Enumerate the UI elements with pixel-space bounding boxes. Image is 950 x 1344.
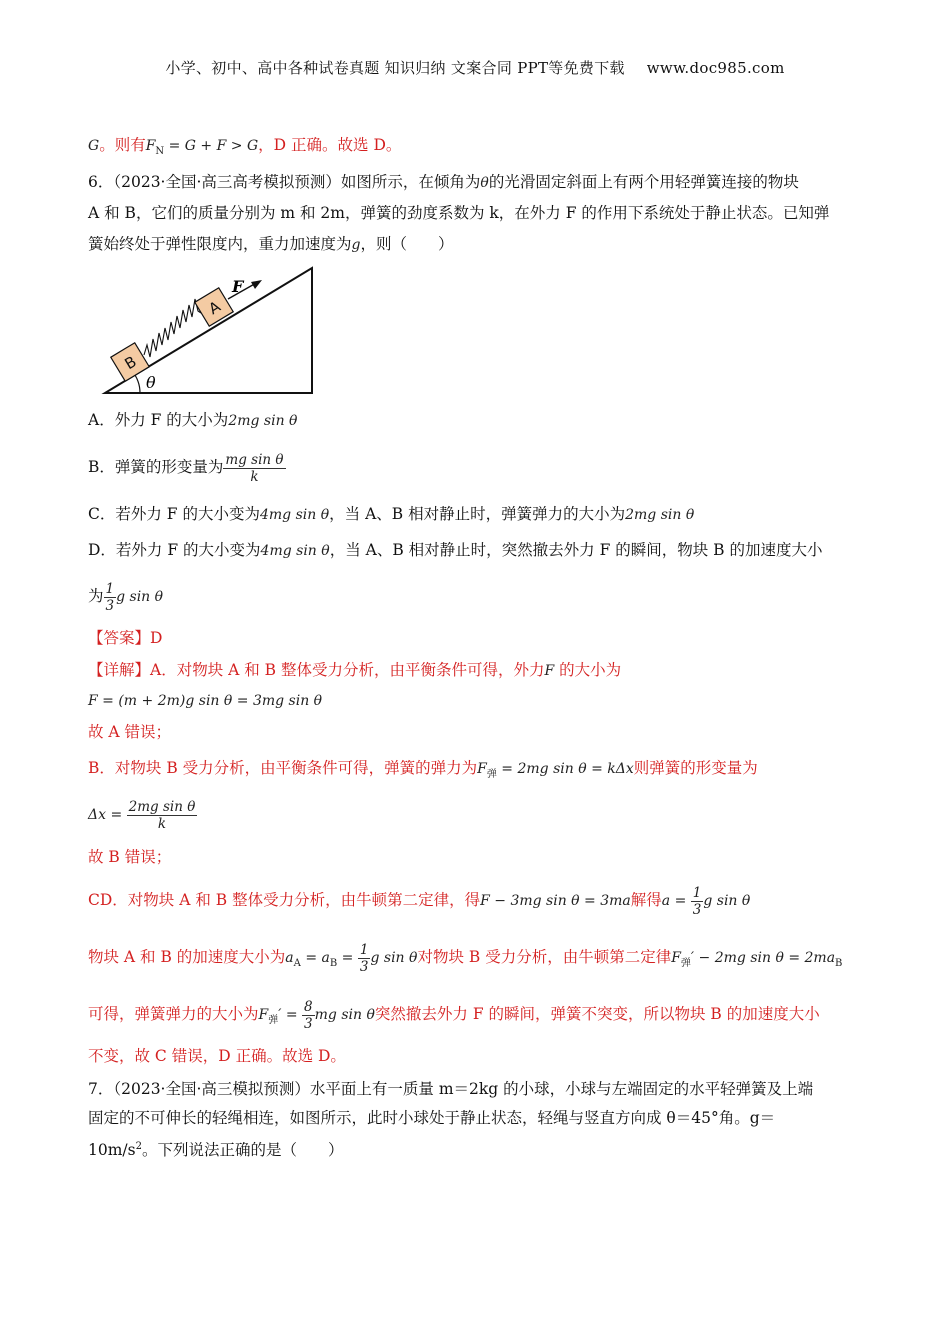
q7-stem-line-2: 固定的不可伸长的轻绳相连，如图所示，此时小球处于静止状态，轻绳与竖直方向成 θ＝45°角。g＝ <box>88 1109 776 1127</box>
incline-diagram <box>100 262 330 402</box>
q7-stem-line-1: 7．（2023·全国·高三模拟预测）水平面上有一质量 m＝2kg 的小球，小球与左端固定的水平轻弹簧及上端 <box>88 1080 814 1098</box>
q6-option-b: B．弹簧的形变量为 $\frac{\text{mg sin θ}}{k}$ <box>88 451 284 485</box>
q6-explain-cd-1: CD．对物块 A 和 B 整体受力分析，由牛顿第二定律，得F − 3mg sin θ = 3ma解得a = $\frac{1}{3}$ g sin θ <box>88 884 751 918</box>
q6-explain-b-1: B．对物块 B 受力分析，由平衡条件可得，弹簧的弹力为$F_弹 = 2mg$ sin θ = kΔx则弹簧的形变量为 <box>88 759 758 780</box>
q6-stem-line-1: 6．（2023·全国·高三高考模拟预测）如图所示，在倾角为θ的光滑固定斜面上有两个用轻弹簧连接的物块 <box>88 173 799 191</box>
block-a <box>195 288 233 326</box>
q6-option-c: C．若外力 F 的大小变为4mg sin θ，当 A、B 相对静止时，弹簧弹力的大小为2mg sin θ <box>88 505 695 523</box>
block-b <box>111 343 149 381</box>
q6-option-d-line-1: D．若外力 F 的大小变为4mg sin θ，当 A、B 相对静止时，突然撤去外力 F 的瞬间，物块 B 的加速度大小 <box>88 541 823 559</box>
q6-explain-a-2: F = (m + 2m)g sin θ = 3mg sin θ <box>88 693 323 709</box>
page-header <box>0 57 950 78</box>
q6-explain-a-3: 故 A 错误； <box>88 723 172 741</box>
q6-explain-cd-3: 可得，弹簧弹力的大小为$F_弹'$ = $\frac{8}{3}$ mg sin θ突然撤去外力 F 的瞬间，弹簧不突变，所以物块 B 的加速度大小 <box>88 998 820 1032</box>
theta-label: θ <box>146 373 156 392</box>
q6-stem-line-3: 簧始终处于弹性限度内，重力加速度为g，则（ ） <box>88 235 454 253</box>
q6-explain-b-2: Δx = $\frac{\text{2mg sin θ}}{k}$ <box>88 798 196 832</box>
spring <box>144 299 201 357</box>
q6-answer: 【答案】D <box>88 629 163 647</box>
q7-stem-line-3: $10m/s^2$。下列说法正确的是（ ） <box>88 1141 344 1160</box>
prev-answer-line: G。则有$F_N = G + F > G$，D 正确。故选 D。 <box>88 136 402 157</box>
q6-option-a: A．外力 F 的大小为2mg sin θ <box>88 411 298 429</box>
q6-explain-b-3: 故 B 错误； <box>88 848 172 866</box>
q6-option-d-line-2: 为 $\frac{1}{3}$ g sin θ <box>88 580 164 614</box>
header-text: 小学、初中、高中各种试卷真题 知识归纳 文案合同 PPT等免费下载 <box>165 59 625 77</box>
block-b-label: B <box>121 352 140 374</box>
q6-explain-cd-4: 不变，故 C 错误，D 正确。故选 D。 <box>88 1047 346 1065</box>
q6-explain-cd-2: 物块 A 和 B 的加速度大小为$a_A = a_B$ = $\frac{1}{3}$ g sin θ对物块 B 受力分析，由牛顿第二定律$F_弹' - 2mg$ $\sin \theta = 2ma_B$ <box>88 941 843 975</box>
header-site: www.doc985.com <box>646 59 785 77</box>
q6-explain-a-1: 【详解】A．对物块 A 和 B 整体受力分析，由平衡条件可得，外力F 的大小为 <box>88 661 622 679</box>
force-label: F <box>232 277 244 296</box>
force-arrowhead <box>251 280 262 289</box>
angle-arc <box>135 375 140 393</box>
block-a-label: A <box>205 297 224 319</box>
q6-stem-line-2: A 和 B，它们的质量分别为 m 和 2m，弹簧的劲度系数为 k，在外力 F 的作用下系统处于静止状态。已知弹 <box>88 204 830 222</box>
